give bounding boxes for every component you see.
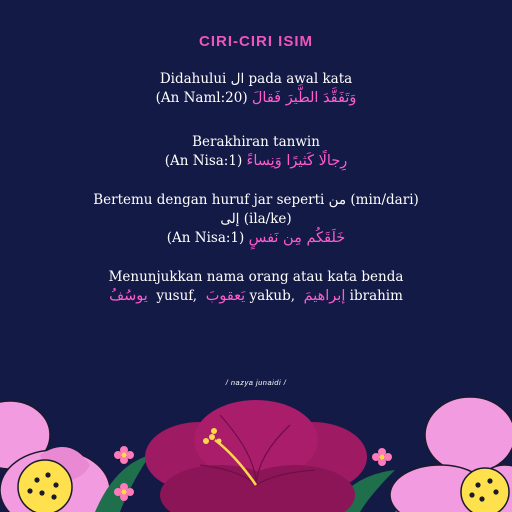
trait-names <box>0 268 512 306</box>
example-line <box>0 229 512 248</box>
author-signature: / nazya junaidi / <box>225 378 287 387</box>
arabic-example: خَلَقَكُم مِن نَفسٍ <box>248 230 346 246</box>
text: (ila/ke) <box>239 211 292 227</box>
verse-reference: (An Naml:20) <box>155 90 252 106</box>
floral-decoration <box>0 395 512 512</box>
trait-line: Berakhiran tanwin <box>192 134 320 150</box>
latin-name: yusuf, <box>156 288 198 304</box>
page-title: CIRI-CIRI ISIM <box>199 33 313 50</box>
arabic-example: وَتَفَقَّدَ الطَّيرَ فَقالَ <box>251 90 357 106</box>
arabic-word: من <box>328 192 347 208</box>
text: Didahului <box>159 71 231 87</box>
latin-name: ibrahim <box>349 288 403 304</box>
hibiscus-flower <box>145 400 367 512</box>
arabic-name: إبراهيمَ <box>303 288 346 304</box>
verse-reference: (An Nisa:1) <box>166 230 249 246</box>
text: Bertemu dengan huruf jar seperti <box>93 192 329 208</box>
arabic-word: إلى <box>220 211 240 227</box>
example-line <box>0 152 512 171</box>
right-flower <box>390 397 512 512</box>
verse-reference: (An Nisa:1) <box>164 153 247 169</box>
trait-line: Menunjukkan nama orang atau kata benda <box>108 269 404 285</box>
latin-name: yakub, <box>249 288 295 304</box>
arabic-name: يوسُفُ <box>109 288 148 304</box>
arabic-example: رِجالًا كَثيرًا وَنِساءً <box>246 153 348 169</box>
arabic-name: يَعقوبَ <box>205 288 246 304</box>
small-flower <box>372 448 392 466</box>
text: pada awal kata <box>244 71 353 87</box>
trait-line <box>0 210 512 229</box>
left-flower <box>0 401 110 512</box>
small-flower <box>114 446 134 464</box>
arabic-word: ال <box>230 71 245 87</box>
example-line <box>0 89 512 108</box>
trait-definite-article <box>0 70 512 108</box>
trait-preposition <box>0 191 512 248</box>
trait-line <box>0 191 512 210</box>
trait-line <box>0 70 512 89</box>
names-line <box>0 287 512 306</box>
text: (min/dari) <box>346 192 419 208</box>
trait-tanwin <box>0 133 512 171</box>
